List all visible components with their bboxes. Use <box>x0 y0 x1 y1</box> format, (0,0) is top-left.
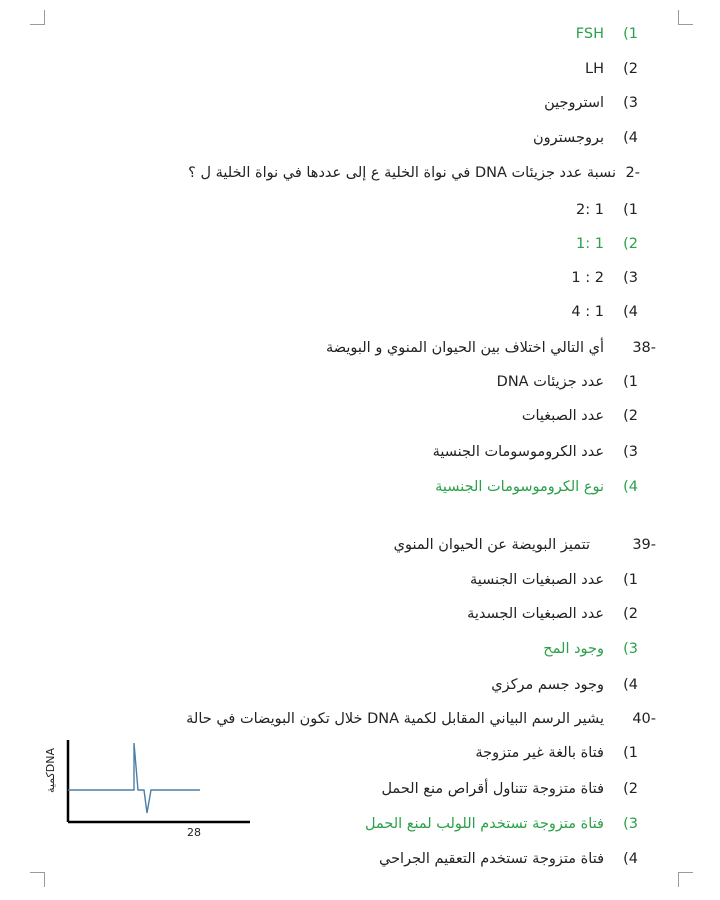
q2-option-1 <box>576 200 638 220</box>
option-number: 4) <box>623 479 638 495</box>
q37-option-1 <box>576 24 638 44</box>
option-number: 2) <box>623 606 638 622</box>
option-text: فتاة متزوجة تتناول أقراص منع الحمل <box>381 781 604 797</box>
option-text: 1 :2 <box>576 202 604 218</box>
x-axis-tick: 28 <box>187 826 201 839</box>
option-text: وجود المح <box>543 641 604 657</box>
option-text: 1 : 4 <box>571 304 604 320</box>
option-text: فتاة بالغة غير متزوجة <box>475 745 604 761</box>
question-number: -38 <box>632 340 656 356</box>
option-text: LH <box>585 61 604 77</box>
question-number: -2 <box>625 165 640 181</box>
question-number: -40 <box>632 711 656 727</box>
option-number: 1) <box>623 374 638 390</box>
option-text: 1 :1 <box>576 236 604 252</box>
option-text: عدد الصبغيات <box>521 408 604 424</box>
q37-option-4 <box>533 128 638 148</box>
option-text: عدد الكروموسومات الجنسية <box>432 444 604 460</box>
option-number: 4) <box>623 304 638 320</box>
q39-option-4 <box>491 675 638 695</box>
option-number: 3) <box>623 95 638 111</box>
q40-option-2 <box>381 779 638 799</box>
q39-option-1 <box>470 570 638 590</box>
question-number: -39 <box>632 537 656 553</box>
option-number: 2) <box>623 236 638 252</box>
option-number: 1) <box>623 26 638 42</box>
crop-mark-top-left <box>30 10 45 25</box>
y-axis-label: كميةDNA <box>44 747 58 794</box>
q40-option-1 <box>475 743 638 763</box>
option-number: 1) <box>623 202 638 218</box>
q2-option-4 <box>571 302 638 322</box>
q2-question <box>188 163 640 183</box>
q39-option-2 <box>467 604 638 624</box>
q40-option-3 <box>365 814 638 834</box>
option-number: 4) <box>623 677 638 693</box>
dna-graph-svg <box>50 738 260 848</box>
q38-option-2 <box>522 406 638 426</box>
option-text: عدد الصبغيات الجنسية <box>469 572 604 588</box>
option-number: 2) <box>623 781 638 797</box>
option-text: 2 : 1 <box>571 270 604 286</box>
option-number: 1) <box>623 745 638 761</box>
option-number: 2) <box>623 61 638 77</box>
option-number: 3) <box>623 444 638 460</box>
option-text: فتاة متزوجة تستخدم التعقيم الجراحي <box>379 851 604 867</box>
q38-option-3 <box>433 442 638 462</box>
q39-option-3 <box>543 639 638 659</box>
option-text: عدد الصبغيات الجسدية <box>467 606 604 622</box>
crop-mark-top-right <box>678 10 693 25</box>
q37-option-2 <box>585 59 638 79</box>
dna-curve <box>68 743 200 813</box>
option-number: 2) <box>623 408 638 424</box>
option-text: عدد جزيئات DNA <box>496 374 604 390</box>
option-text: استروجين <box>544 95 604 111</box>
crop-mark-bottom-right <box>678 872 693 887</box>
option-text: نوع الكروموسومات الجنسية <box>435 479 604 495</box>
q40-option-4 <box>379 849 638 869</box>
option-text: فتاة متزوجة تستخدم اللولب لمنع الحمل <box>364 816 604 832</box>
q2-option-3 <box>571 268 638 288</box>
q38-option-1 <box>497 372 638 392</box>
q2-option-2 <box>576 234 638 254</box>
option-number: 1) <box>623 572 638 588</box>
q38-question <box>326 338 656 358</box>
option-text: FSH <box>575 26 604 42</box>
option-number: 4) <box>623 130 638 146</box>
crop-mark-bottom-left <box>30 872 45 887</box>
option-text: بروجسترون <box>533 130 604 146</box>
q37-option-3 <box>544 93 638 113</box>
option-number: 3) <box>623 270 638 286</box>
q39-question <box>394 535 656 555</box>
question-text: نسبة عدد جزيئات DNA في نواة الخلية ع إلى عددها في نواة الخلية ل ؟ <box>188 165 616 181</box>
question-text: أي التالي اختلاف بين الحيوان المنوي و البويضة <box>326 340 604 356</box>
question-text: يشير الرسم البياني المقابل لكمية DNA خلال تكون البويضات في حالة <box>186 711 604 727</box>
q40-question <box>186 709 656 729</box>
option-number: 4) <box>623 851 638 867</box>
dna-graph <box>44 738 260 848</box>
option-text: وجود جسم مركزي <box>491 677 604 693</box>
option-number: 3) <box>623 816 638 832</box>
q38-option-4 <box>435 477 638 497</box>
option-number: 3) <box>623 641 638 657</box>
question-text: تتميز البويضة عن الحيوان المنوي <box>393 537 590 553</box>
